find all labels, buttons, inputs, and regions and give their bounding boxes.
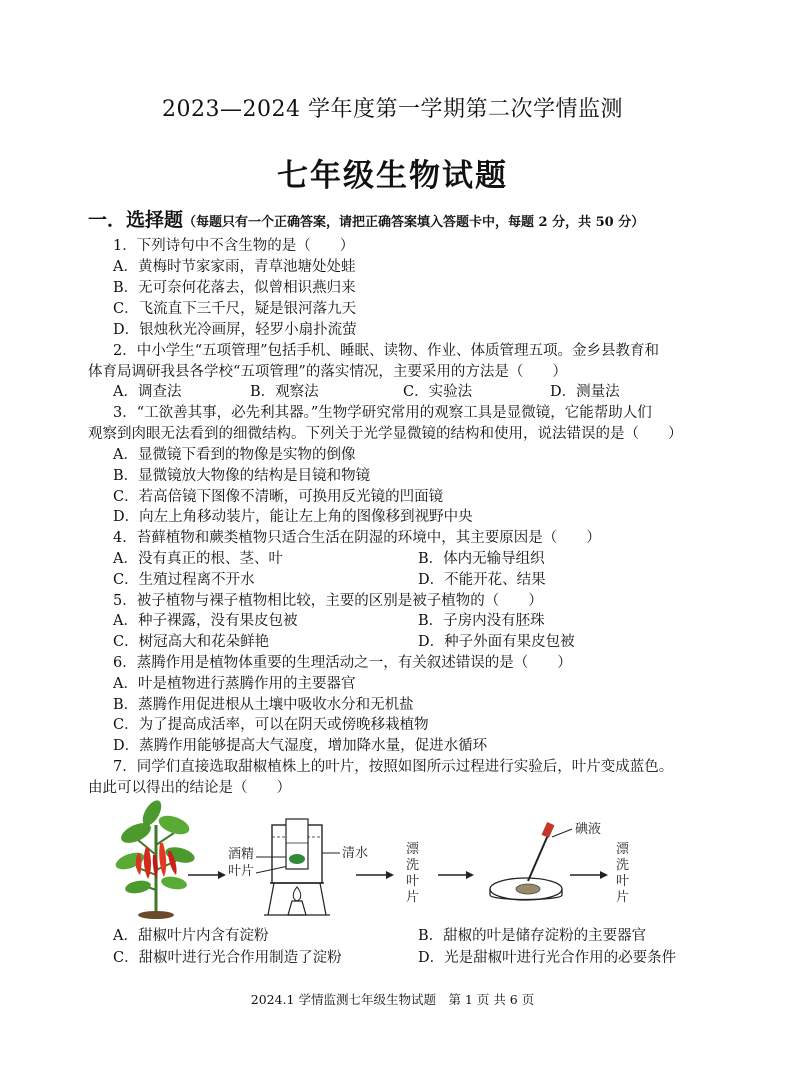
q3-option-b: B．显微镜放大物像的结构是目镜和物镜 (113, 468, 371, 484)
q4-stem: 4．苔藓植物和蕨类植物只适合生活在阴湿的环境中，其主要原因是（ ） (113, 530, 601, 546)
q3-option-a: A．显微镜下看到的物像是实物的倒像 (113, 447, 356, 463)
q5-stem: 5．被子植物与裸子植物相比较，主要的区别是被子植物的（ ） (113, 593, 543, 609)
q1-option-a: A．黄梅时节家家雨，青草池塘处处蛙 (113, 259, 356, 275)
arrow-icon (356, 871, 394, 879)
q2-stem-line1: 2．中小学生“五项管理”包括手机、睡眠、读物、作业、体质管理五项。金乡县教育和 (113, 343, 660, 359)
subject-title: 七年级生物试题 (277, 158, 508, 194)
q5-option-c: C．树冠高大和花朵鲜艳 (113, 634, 270, 650)
label-alcohol: 酒精 (228, 847, 255, 862)
q7-option-a: A．甜椒叶片内含有淀粉 (113, 928, 269, 944)
q7-stem-line1: 7．同学们直接选取甜椒植株上的叶片，按照如图所示过程进行实验后，叶片变成蓝色。 (113, 759, 674, 775)
arrow-icon (438, 871, 474, 879)
exam-title: 2023—2024 学年度第一学期第二次学情监测 (162, 97, 623, 122)
q1-stem: 1．下列诗句中不含生物的是（ ） (113, 238, 355, 254)
q7-stem-line2: 由此可以得出的结论是（ ） (88, 780, 291, 796)
water-bath-apparatus-icon (264, 819, 330, 915)
q5-option-d: D．种子外面有果皮包被 (418, 634, 575, 650)
label-water: 清水 (342, 846, 369, 861)
q3-option-c: C．若高倍镜下图像不清晰，可换用反光镜的凹面镜 (113, 489, 444, 505)
q5-option-b: B．子房内没有胚珠 (418, 613, 545, 629)
q3-stem-line1: 3．“工欲善其事，必先利其器。”生物学研究常用的观察工具是显微镜，它能帮助人们 (113, 405, 652, 421)
q2-option-d: D．测量法 (550, 384, 620, 400)
label-leaf: 叶片 (228, 864, 255, 879)
section-heading (88, 205, 644, 232)
q4-option-b: B．体内无输导组织 (418, 551, 545, 567)
q1-option-b: B．无可奈何花落去，似曾相识燕归来 (113, 280, 356, 296)
petri-dish-dropper-icon (490, 822, 562, 900)
arrow-icon (570, 871, 608, 879)
q1-option-c: C．飞流直下三千尺，疑是银河落九天 (113, 301, 357, 317)
q4-option-a: A．没有真正的根、茎、叶 (113, 551, 283, 567)
q6-option-d: D．蒸腾作用能够提高大气湿度，增加降水量，促进水循环 (113, 738, 488, 754)
section-note: （每题只有一个正确答案，请把正确答案填入答题卡中，每题 2 分，共 50 分） (183, 215, 645, 230)
q6-stem: 6．蒸腾作用是植物体重要的生理活动之一，有关叙述错误的是（ ） (113, 655, 572, 671)
q3-option-d: D．向左上角移动装片，能让左上角的图像移到视野中央 (113, 509, 473, 525)
q7-option-c: C．甜椒叶进行光合作用制造了淀粉 (113, 950, 342, 966)
q4-option-c: C．生殖过程离不开水 (113, 572, 255, 588)
page-footer: 2024.1 学情监测七年级生物试题 第 1 页 共 6 页 (250, 992, 535, 1007)
q6-option-b: B．蒸腾作用促进根从土壤中吸收水分和无机盐 (113, 697, 414, 713)
label-rinse-2: 漂 洗 叶 片 (616, 842, 630, 905)
q6-option-a: A．叶是植物进行蒸腾作用的主要器官 (113, 676, 356, 692)
label-rinse: 漂 洗 叶 片 (406, 842, 420, 905)
q7-option-b: B．甜椒的叶是储存淀粉的主要器官 (418, 928, 647, 944)
q7-experiment-figure (108, 795, 668, 920)
pepper-plant-icon (114, 797, 197, 919)
label-iodine: 碘液 (575, 822, 602, 837)
q1-option-d: D．银烛秋光冷画屏，轻罗小扇扑流萤 (113, 322, 357, 338)
q6-option-c: C．为了提高成活率，可以在阴天或傍晚移栽植物 (113, 717, 429, 733)
q2-option-a: A．调查法 (113, 384, 182, 400)
q4-option-d: D．不能开花、结果 (418, 572, 546, 588)
q7-option-d: D．光是甜椒叶进行光合作用的必要条件 (418, 950, 677, 966)
q2-stem-line2: 体育局调研我县各学校“五项管理”的落实情况，主要采用的方法是（ ） (88, 364, 567, 380)
q5-option-a: A．种子裸露，没有果皮包被 (113, 613, 298, 629)
section-title: 一．选择题 (88, 209, 184, 231)
q2-option-c: C．实验法 (403, 384, 473, 400)
q3-stem-line2: 观察到肉眼无法看到的细微结构。下列关于光学显微镜的结构和使用，说法错误的是（ ） (88, 426, 683, 442)
arrow-icon (188, 871, 226, 879)
q2-option-b: B．观察法 (250, 384, 319, 400)
